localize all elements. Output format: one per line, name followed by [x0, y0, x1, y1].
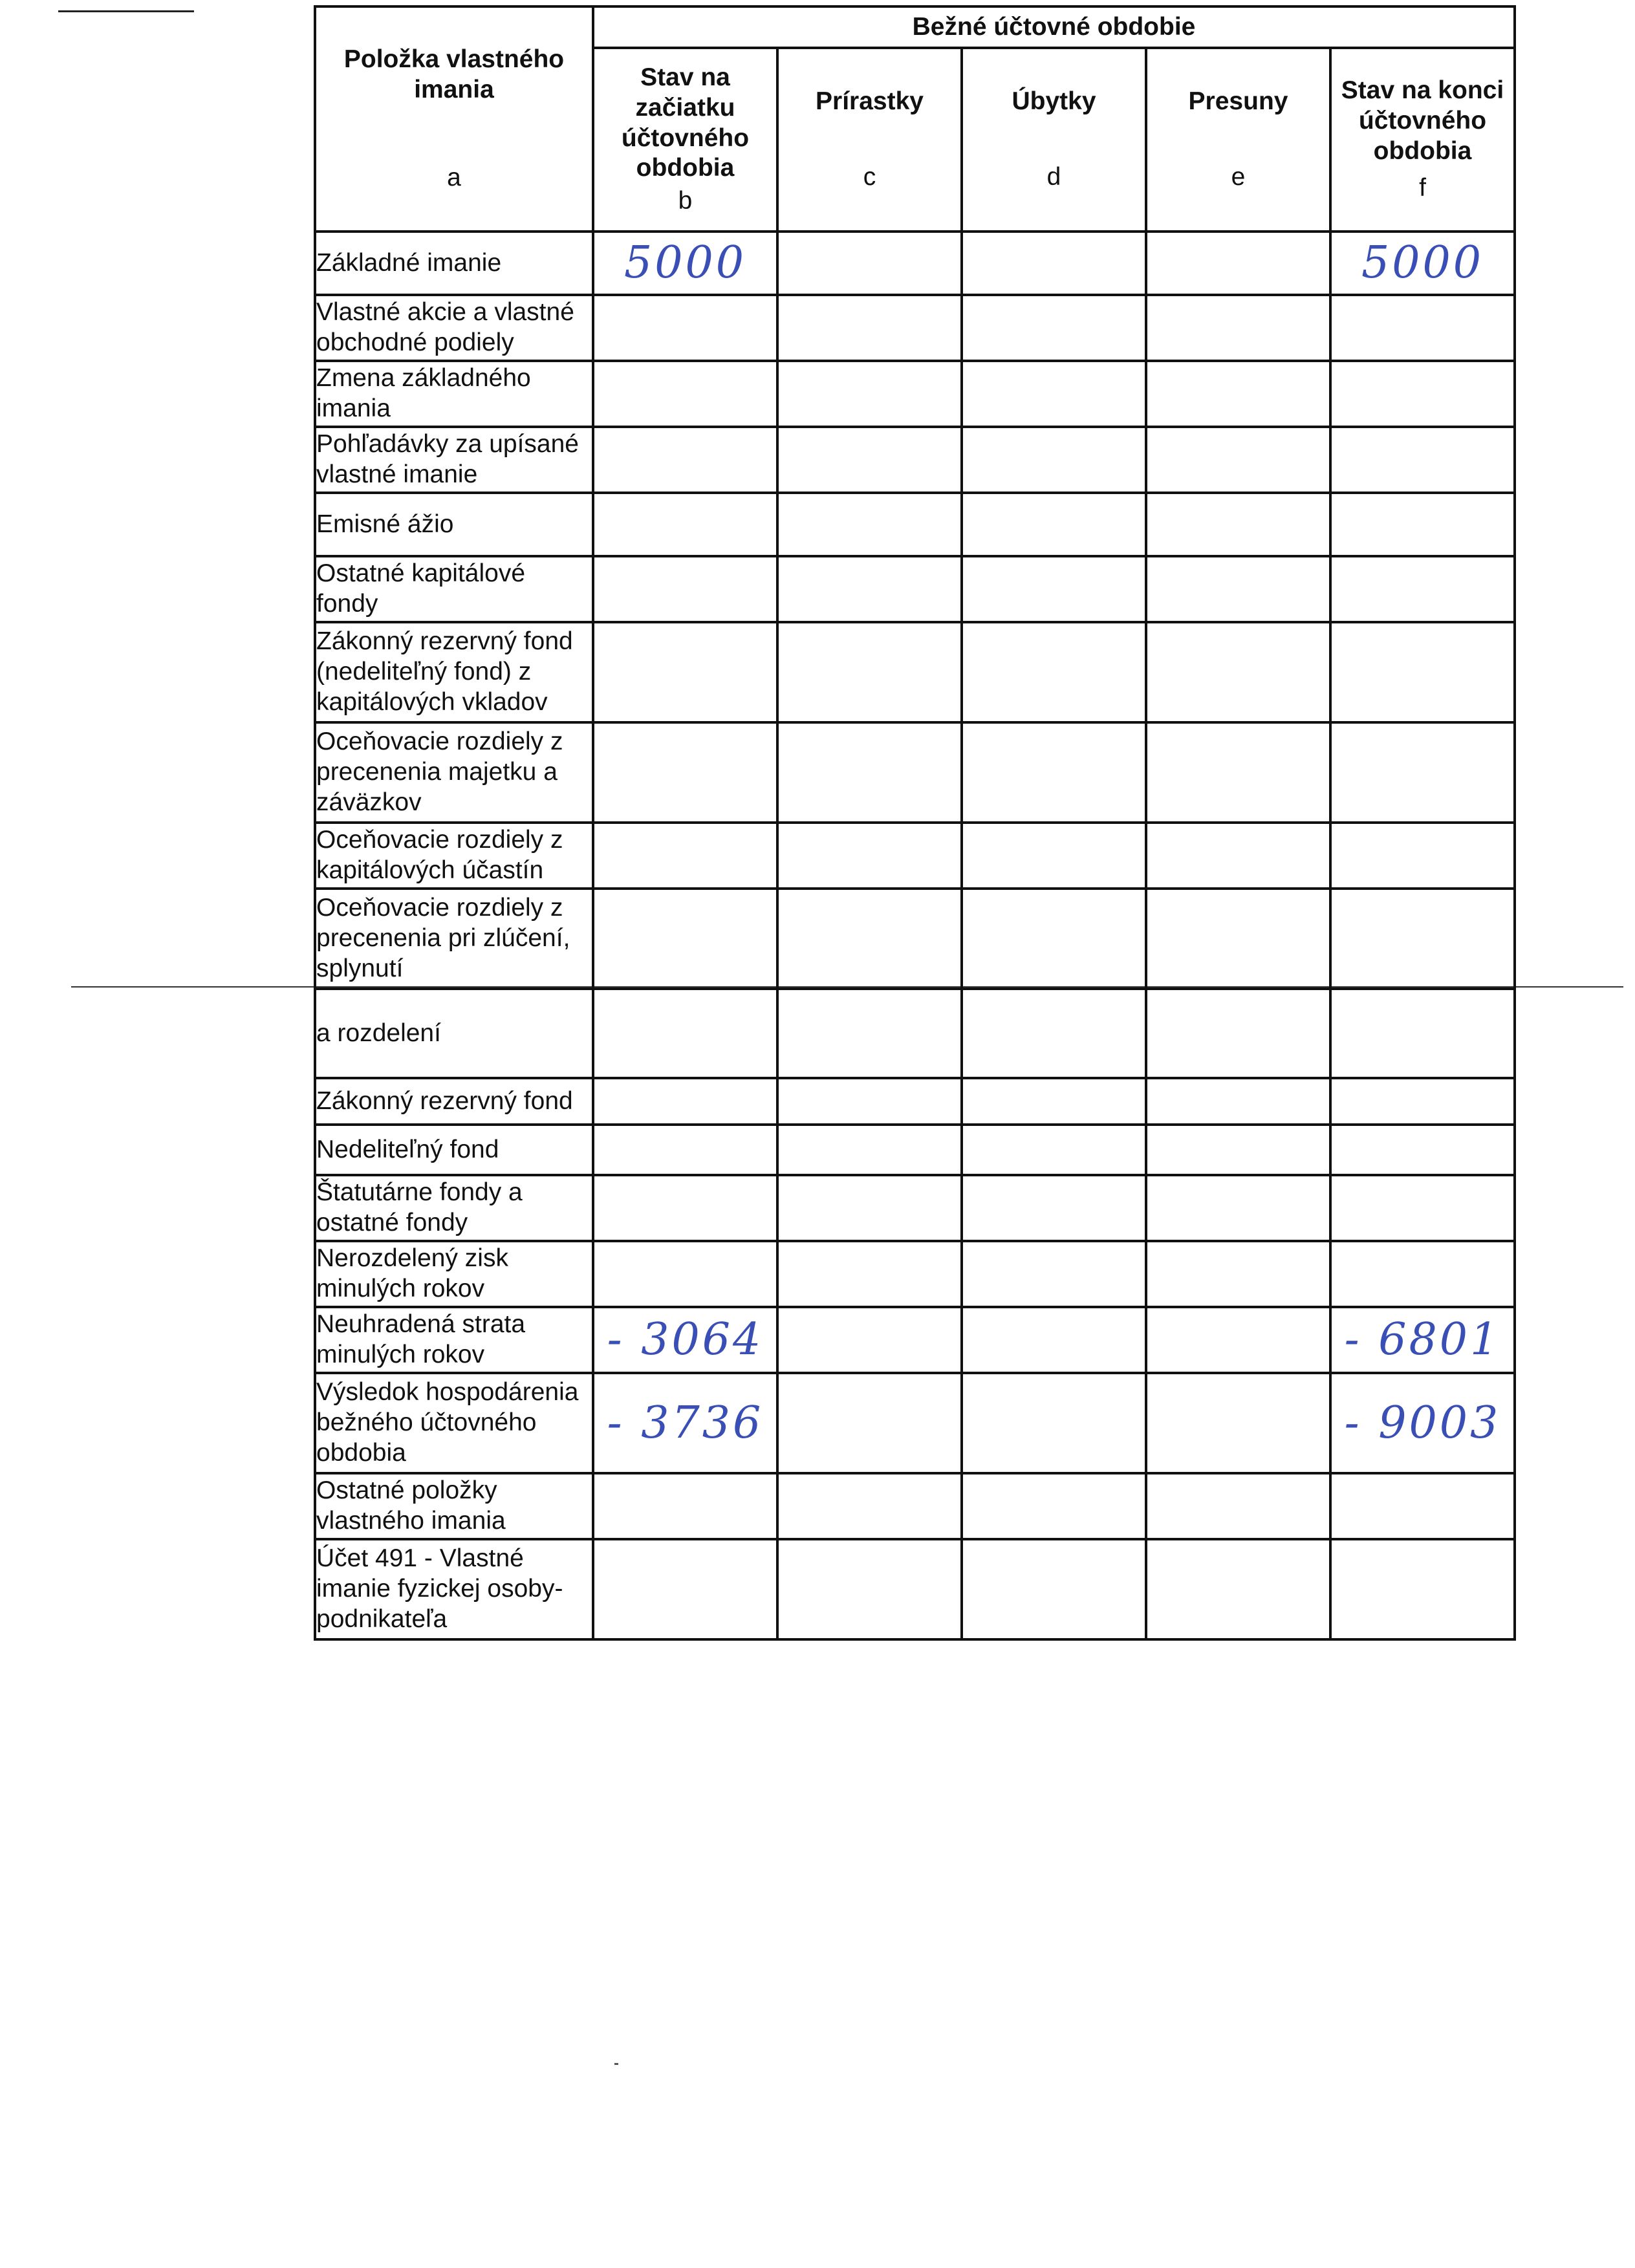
cell-c[interactable] [777, 722, 962, 823]
cell-f[interactable] [1330, 1078, 1515, 1125]
cell-f[interactable] [1330, 493, 1515, 556]
table-row [315, 1473, 1515, 1539]
table-row [315, 556, 1515, 622]
cell-b[interactable] [593, 361, 777, 427]
cell-e[interactable] [1146, 889, 1330, 989]
cell-c[interactable] [777, 1473, 962, 1539]
cell-c[interactable] [777, 295, 962, 361]
cell-d[interactable] [962, 556, 1146, 622]
table-row [315, 232, 1515, 295]
row-item-label: Ostatné kapitálové fondy [315, 556, 593, 622]
column-letter-d: d [1046, 163, 1061, 191]
column-letter-e: e [1231, 163, 1246, 191]
header-item-column [315, 6, 593, 232]
cell-e[interactable] [1146, 1125, 1330, 1175]
row-item-label: Základné imanie [315, 232, 593, 295]
row-item-label: Neuhradená strata minulých rokov [315, 1307, 593, 1373]
cell-d[interactable] [962, 1373, 1146, 1473]
cell-b[interactable] [593, 1125, 777, 1175]
cell-b[interactable] [593, 1307, 777, 1373]
cell-d[interactable] [962, 1539, 1146, 1639]
cell-e[interactable] [1146, 232, 1330, 295]
cell-d[interactable] [962, 1473, 1146, 1539]
cell-d[interactable] [962, 622, 1146, 722]
table-row [315, 295, 1515, 361]
table-row [315, 1125, 1515, 1175]
row-item-label: Štatutárne fondy a ostatné fondy [315, 1175, 593, 1241]
cell-e[interactable] [1146, 1307, 1330, 1373]
row-item-label: Emisné ážio [315, 493, 593, 556]
cell-d[interactable] [962, 823, 1146, 889]
header-decreases [962, 48, 1146, 232]
header-closing-balance [1330, 48, 1515, 232]
cell-f[interactable] [1330, 295, 1515, 361]
column-letter-b: b [678, 187, 693, 215]
table-row [315, 427, 1515, 493]
cell-f[interactable] [1330, 1241, 1515, 1307]
cell-e[interactable] [1146, 622, 1330, 722]
table-row [315, 889, 1515, 989]
cell-b[interactable] [593, 1373, 777, 1473]
cell-f[interactable] [1330, 1175, 1515, 1241]
cell-c[interactable] [777, 427, 962, 493]
cell-b[interactable] [593, 1078, 777, 1125]
cell-b[interactable] [593, 1539, 777, 1639]
table-row [315, 1307, 1515, 1373]
cell-e[interactable] [1146, 1373, 1330, 1473]
header-decreases-label: Úbytky [1012, 87, 1096, 116]
cell-b[interactable] [593, 232, 777, 295]
header-transfers-label: Presuny [1188, 87, 1288, 116]
header-opening-balance [593, 48, 777, 232]
cell-d[interactable] [962, 232, 1146, 295]
cell-d[interactable] [962, 493, 1146, 556]
cell-e[interactable] [1146, 427, 1330, 493]
cell-d[interactable] [962, 361, 1146, 427]
cell-f[interactable] [1330, 823, 1515, 889]
cell-f[interactable] [1330, 889, 1515, 989]
cell-c[interactable] [777, 622, 962, 722]
row-item-label: Oceňovacie rozdiely z precenenia pri zlúčení, splynutí [315, 889, 593, 989]
cell-f[interactable] [1330, 1539, 1515, 1639]
handwritten-value: - 3736 [607, 1397, 764, 1449]
cell-e[interactable] [1146, 989, 1330, 1078]
cell-e[interactable] [1146, 1175, 1330, 1241]
cell-b[interactable] [593, 722, 777, 823]
cell-c[interactable] [777, 1307, 962, 1373]
row-item-label: Oceňovacie rozdiely z precenenia majetku a záväzkov [315, 722, 593, 823]
equity-table [314, 5, 1516, 1641]
cell-b[interactable] [593, 989, 777, 1078]
row-item-label: Zákonný rezervný fond [315, 1078, 593, 1125]
column-letter-a: a [447, 164, 461, 192]
cell-c[interactable] [777, 1078, 962, 1125]
cell-b[interactable] [593, 427, 777, 493]
cell-f[interactable] [1330, 556, 1515, 622]
cell-e[interactable] [1146, 361, 1330, 427]
handwritten-value: 5000 [1361, 237, 1484, 289]
cell-b[interactable] [593, 622, 777, 722]
table-row [315, 989, 1515, 1078]
table-row [315, 1373, 1515, 1473]
header-item-label: Položka vlastného imania [343, 45, 565, 103]
row-item-label: Vlastné akcie a vlastné obchodné podiely [315, 295, 593, 361]
cell-b[interactable] [593, 823, 777, 889]
row-item-label: Oceňovacie rozdiely z kapitálových účastín [315, 823, 593, 889]
cell-f[interactable] [1330, 232, 1515, 295]
cell-d[interactable] [962, 1307, 1146, 1373]
cell-b[interactable] [593, 556, 777, 622]
row-item-label: Pohľadávky za upísané vlastné imanie [315, 427, 593, 493]
cell-c[interactable] [777, 361, 962, 427]
cell-c[interactable] [777, 1373, 962, 1473]
cell-f[interactable] [1330, 722, 1515, 823]
header-closing-label: Stav na konci účtovného obdobia [1341, 76, 1504, 165]
header-increases [777, 48, 962, 232]
table-row [315, 361, 1515, 427]
table-row [315, 1078, 1515, 1125]
cell-d[interactable] [962, 989, 1146, 1078]
cell-d[interactable] [962, 1175, 1146, 1241]
row-item-label: Výsledok hospodárenia bežného účtovného obdobia [315, 1373, 593, 1473]
cell-e[interactable] [1146, 1241, 1330, 1307]
column-letter-c: c [863, 163, 876, 191]
row-item-label: Účet 491 - Vlastné imanie fyzickej osoby-podnikateľa [315, 1539, 593, 1639]
cell-e[interactable] [1146, 295, 1330, 361]
cell-b[interactable] [593, 1175, 777, 1241]
table-row [315, 1539, 1515, 1639]
table-row [315, 722, 1515, 823]
cell-c[interactable] [777, 823, 962, 889]
column-letter-f: f [1419, 173, 1426, 202]
cell-d[interactable] [962, 295, 1146, 361]
handwritten-value: 5000 [623, 237, 747, 289]
handwritten-value: - 6801 [1344, 1314, 1501, 1366]
cell-b[interactable] [593, 889, 777, 989]
cell-f[interactable] [1330, 1125, 1515, 1175]
cell-f[interactable] [1330, 1473, 1515, 1539]
cell-e[interactable] [1146, 823, 1330, 889]
cell-c[interactable] [777, 232, 962, 295]
cell-c[interactable] [777, 989, 962, 1078]
cell-e[interactable] [1146, 1473, 1330, 1539]
cell-b[interactable] [593, 295, 777, 361]
header-opening-label: Stav na začiatku účtovného obdobia [621, 63, 750, 182]
cell-d[interactable] [962, 1241, 1146, 1307]
cell-d[interactable] [962, 722, 1146, 823]
scan-speck [614, 2063, 618, 2065]
scan-artifact-line [58, 10, 194, 12]
table-row [315, 1241, 1515, 1307]
cell-d[interactable] [962, 1078, 1146, 1125]
cell-d[interactable] [962, 427, 1146, 493]
cell-f[interactable] [1330, 1373, 1515, 1473]
cell-c[interactable] [777, 556, 962, 622]
table-row [315, 823, 1515, 889]
cell-f[interactable] [1330, 1307, 1515, 1373]
row-item-label: Nedeliteľný fond [315, 1125, 593, 1175]
cell-c[interactable] [777, 889, 962, 989]
cell-f[interactable] [1330, 622, 1515, 722]
header-period-group: Bežné účtovné obdobie [593, 6, 1515, 48]
cell-c[interactable] [777, 1539, 962, 1639]
cell-f[interactable] [1330, 427, 1515, 493]
row-item-label: Nerozdelený zisk minulých rokov [315, 1241, 593, 1307]
handwritten-value: - 9003 [1344, 1397, 1501, 1449]
cell-c[interactable] [777, 1125, 962, 1175]
header-transfers [1146, 48, 1330, 232]
cell-d[interactable] [962, 1125, 1146, 1175]
cell-c[interactable] [777, 1241, 962, 1307]
handwritten-value: - 3064 [607, 1314, 764, 1366]
cell-c[interactable] [777, 1175, 962, 1241]
cell-b[interactable] [593, 1473, 777, 1539]
cell-d[interactable] [962, 889, 1146, 989]
table-row [315, 493, 1515, 556]
cell-b[interactable] [593, 1241, 777, 1307]
cell-f[interactable] [1330, 989, 1515, 1078]
cell-e[interactable] [1146, 1539, 1330, 1639]
cell-b[interactable] [593, 493, 777, 556]
table-row [315, 1175, 1515, 1241]
table-row [315, 622, 1515, 722]
row-item-label: a rozdelení [315, 989, 593, 1078]
row-item-label: Ostatné položky vlastného imania [315, 1473, 593, 1539]
row-item-label: Zákonný rezervný fond (nedeliteľný fond) z kapitálových vkladov [315, 622, 593, 722]
row-item-label: Zmena základného imania [315, 361, 593, 427]
cell-e[interactable] [1146, 556, 1330, 622]
cell-e[interactable] [1146, 722, 1330, 823]
cell-e[interactable] [1146, 1078, 1330, 1125]
cell-f[interactable] [1330, 361, 1515, 427]
cell-e[interactable] [1146, 493, 1330, 556]
cell-c[interactable] [777, 493, 962, 556]
header-increases-label: Prírastky [816, 87, 924, 116]
